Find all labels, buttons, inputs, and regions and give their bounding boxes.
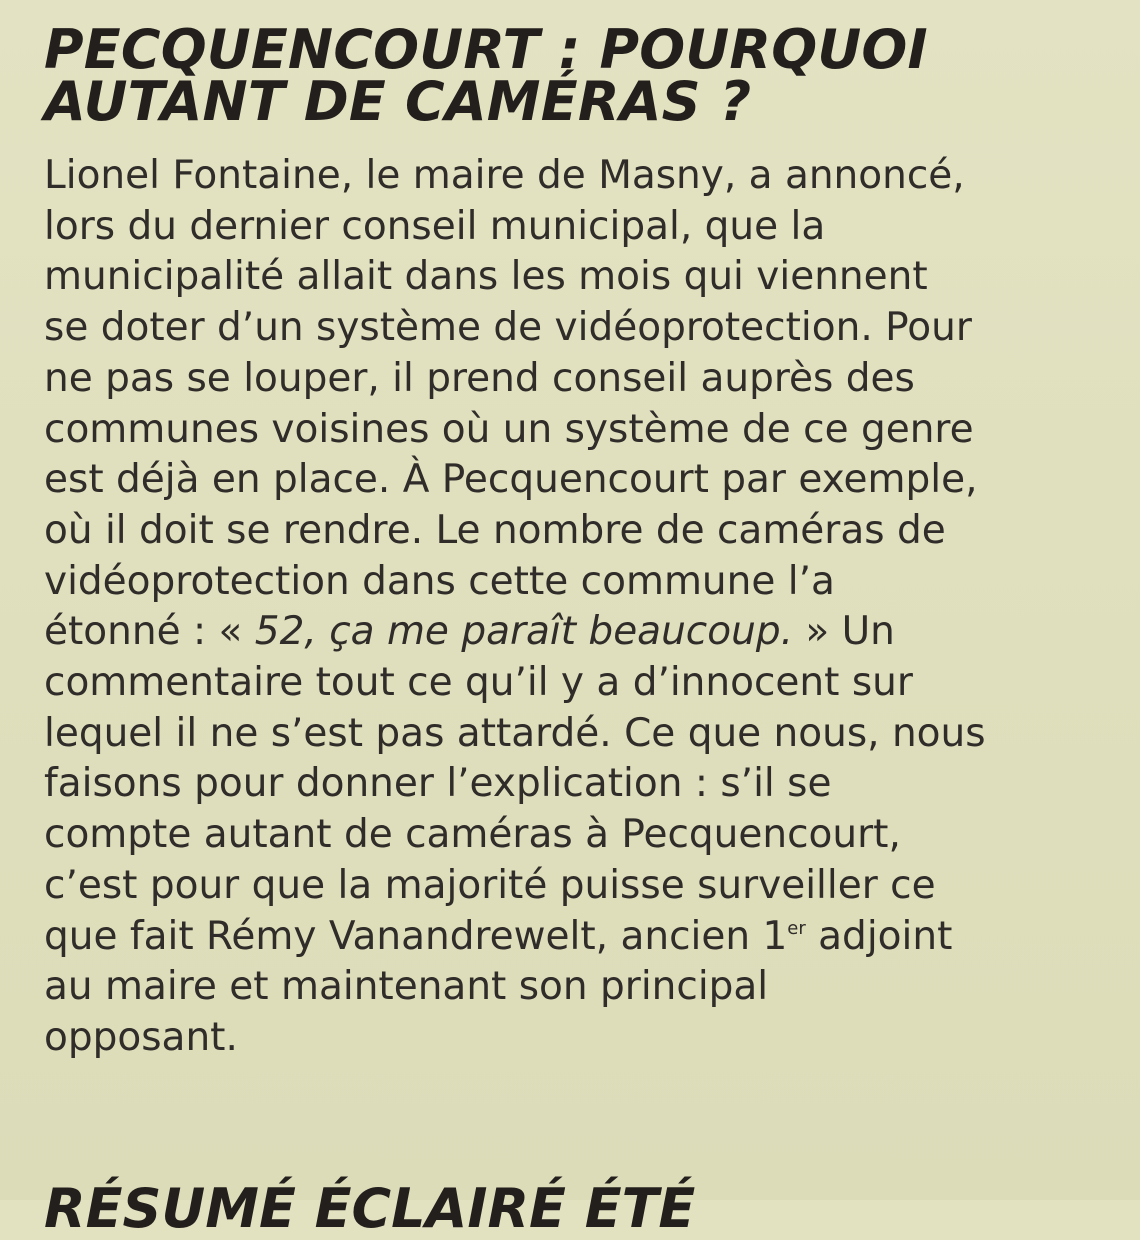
ordinal-superscript: er — [787, 917, 806, 939]
headline-line-1: PECQUENCOURT : POURQUOI — [44, 18, 928, 81]
body-line-7: est déjà en place. À Pecquencourt par exemple, — [44, 457, 978, 503]
body-line-13: faisons pour donner l’explication : s’il se — [44, 761, 832, 807]
quote-line-prefix: étonné : « — [44, 609, 255, 655]
quote-line-suffix: » Un — [792, 609, 895, 655]
next-article-headline-cutoff: RÉSUMÉ ÉCLAIRÉ ÉTÉ — [44, 1177, 696, 1240]
body-line-14: compte autant de caméras à Pecquencourt, — [44, 812, 901, 858]
body-line-5: ne pas se louper, il prend conseil auprès des — [44, 355, 915, 401]
body-line-17: au maire et maintenant son principal — [44, 964, 769, 1010]
body-line-1: Lionel Fontaine, le maire de Masny, a annoncé, — [44, 153, 965, 198]
ordinal-line-suffix: adjoint — [805, 913, 953, 959]
article-body — [44, 151, 1114, 1064]
body-line-4: se doter d’un système de vidéoprotection. Pour — [44, 305, 972, 351]
body-line-2: lors du dernier conseil municipal, que la — [44, 203, 826, 249]
article-headline — [44, 18, 1104, 133]
quote-line — [44, 607, 1114, 658]
body-line-15: c’est pour que la majorité puisse surveiller ce — [44, 862, 936, 908]
ordinal-line-prefix: que fait Rémy Vanandrewelt, ancien 1 — [44, 913, 788, 959]
headline-line-2: AUTANT DE CAMÉRAS ? — [44, 70, 752, 133]
body-line-18: opposant. — [44, 1014, 238, 1060]
quoted-comment: 52, ça me paraît beaucoup. — [254, 609, 793, 655]
ordinal-line — [44, 912, 1114, 963]
body-line-9: vidéoprotection dans cette commune l’a — [44, 558, 835, 604]
body-line-6: communes voisines où un système de ce genre — [44, 406, 974, 452]
body-line-8: où il doit se rendre. Le nombre de caméras de — [44, 507, 946, 553]
body-line-12: lequel il ne s’est pas attardé. Ce que nous, nous — [44, 710, 986, 756]
body-line-11: commentaire tout ce qu’il y a d’innocent sur — [44, 660, 913, 706]
body-line-3: municipalité allait dans les mois qui viennent — [44, 254, 928, 300]
